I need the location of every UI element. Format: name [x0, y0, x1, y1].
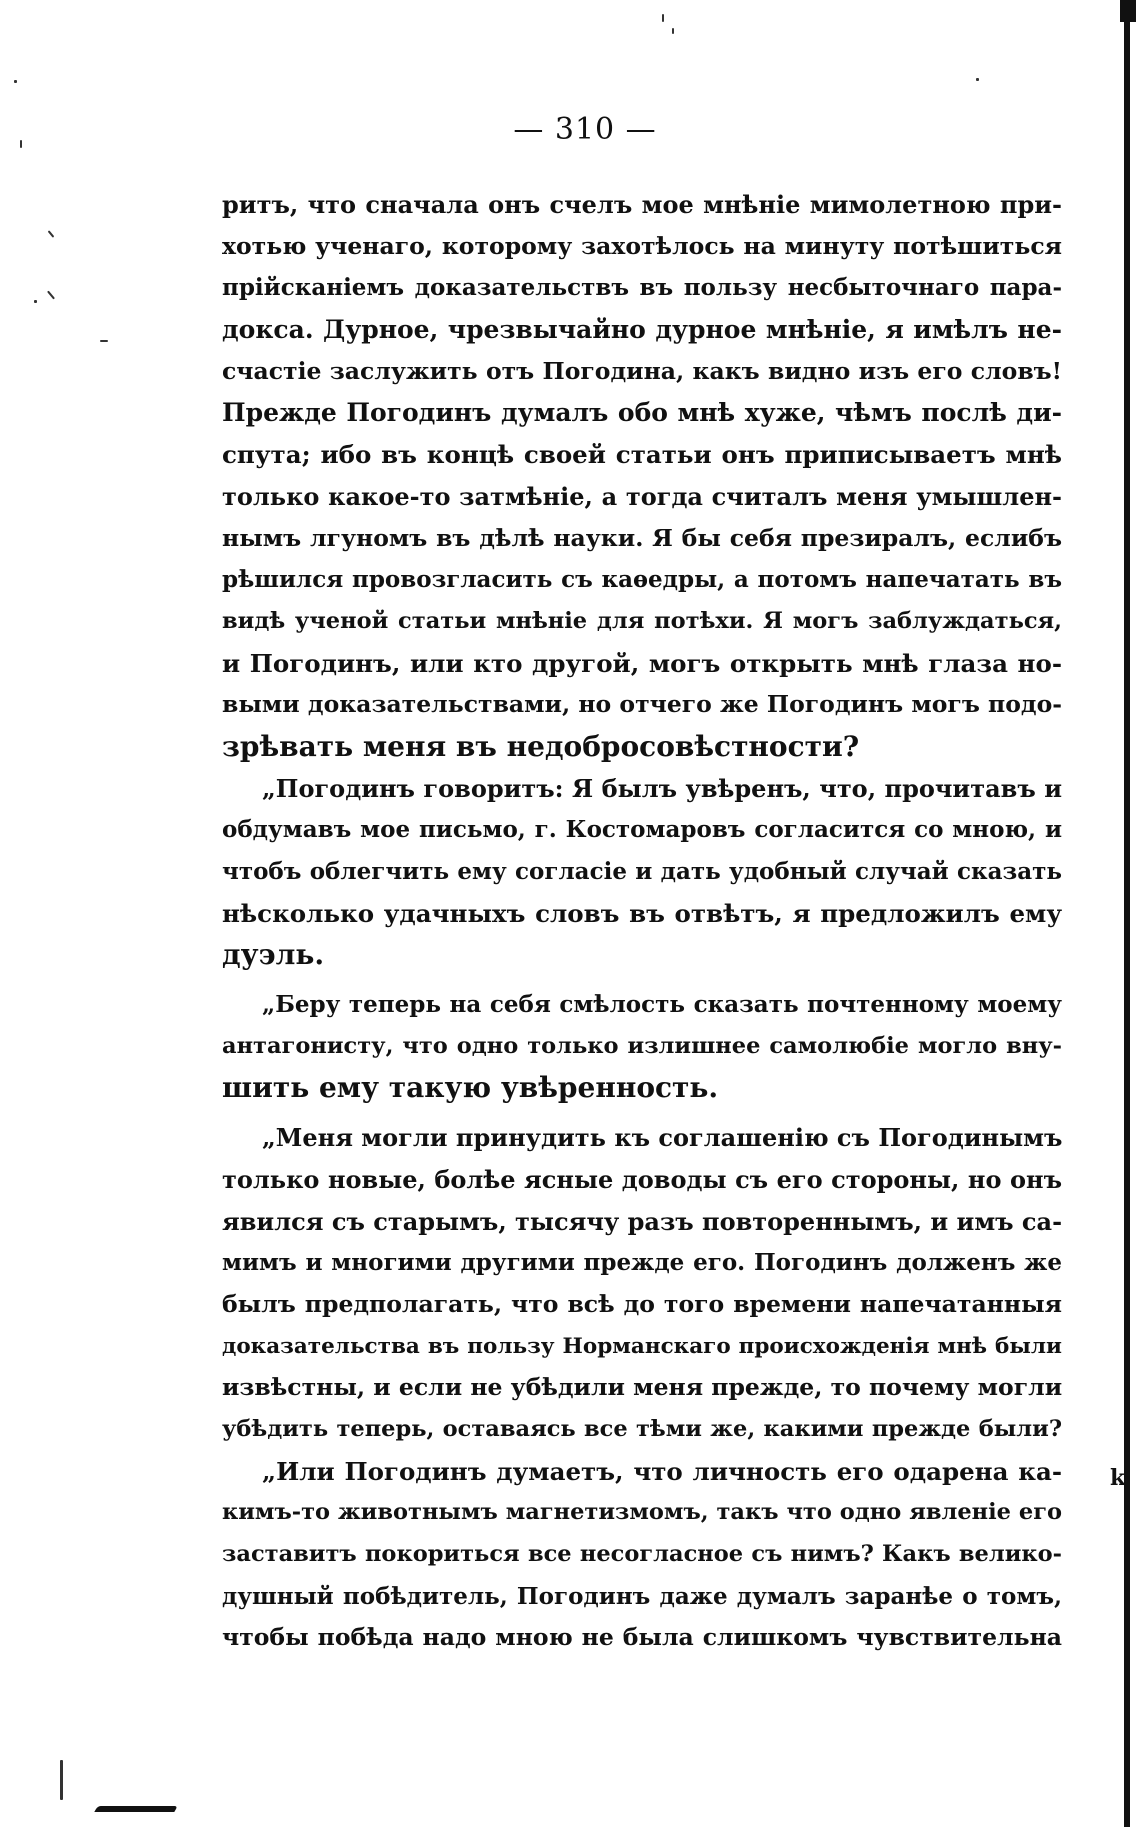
text-line: чтобъ облегчить ему согласіе и дать удобный случай сказать — [222, 858, 1062, 885]
text-line: спута; ибо въ концѣ своей статьи онъ приписываетъ мнѣ — [222, 440, 1062, 470]
scan-speck — [672, 28, 674, 34]
text-line: только какое-то затмѣніе, а тогда считалъ меня умышлен- — [222, 481, 1062, 511]
text-line: докса. Дурное, чрезвычайно дурное мнѣніе, я имѣлъ не- — [222, 315, 1062, 345]
text-line: выми доказательствами, но отчего же Погодинъ могъ подо- — [222, 690, 1062, 719]
text-line: шить ему такую увѣренность. — [222, 1071, 719, 1105]
text-line: былъ предполагать, что всѣ до того времени напечатанныя — [222, 1289, 1062, 1318]
text-line: убѣдить теперь, оставаясь все тѣми же, какими прежде были? — [222, 1415, 1062, 1442]
text-line: „Погодинъ говоритъ: Я былъ увѣренъ, что, прочитавъ и — [262, 773, 1062, 803]
scan-speck — [976, 78, 979, 81]
page-number: — 310 — — [513, 112, 657, 147]
text-line: антагонисту, что одно только излишнее самолюбіе могло вну- — [222, 1032, 1062, 1059]
scan-speck — [14, 80, 17, 83]
text-line: Прежде Погодинъ думалъ обо мнѣ хуже, чѣмъ послѣ ди- — [222, 398, 1062, 428]
scan-speck — [47, 291, 55, 300]
scan-speck — [60, 1760, 63, 1800]
text-line: ритъ, что сначала онъ счелъ мое мнѣніе мимолетною при- — [222, 190, 1062, 219]
text-line: нѣсколько удачныхъ словъ въ отвѣтъ, я предложилъ ему — [222, 898, 1062, 928]
text-line: хотью ученаго, которому захотѣлось на минуту потѣшиться — [222, 231, 1062, 260]
text-line: кимъ-то животнымъ магнетизмомъ, такъ что одно явленіе его — [222, 1499, 1062, 1526]
text-line: „Или Погодинъ думаетъ, что личность его одарена ка- — [262, 1456, 1062, 1486]
text-line: счастіе заслужить отъ Погодина, какъ видно изъ его словъ! — [222, 356, 1062, 385]
text-line: мимъ и многими другими прежде его. Погодинъ долженъ же — [222, 1249, 1062, 1277]
text-line: душный побѣдитель, Погодинъ даже думалъ заранѣе о томъ, — [222, 1582, 1062, 1610]
text-line: явился съ старымъ, тысячу разъ повтореннымъ, и имъ са- — [222, 1206, 1063, 1236]
text-line: „Меня могли принудить къ соглашенію съ Погодинымъ — [262, 1123, 1063, 1153]
text-line: видѣ ученой статьи мнѣніе для потѣхи. Я могъ заблуждаться, — [222, 607, 1062, 634]
text-line: чтобы побѣда надо мною не была слишкомъ чувствительна — [222, 1623, 1062, 1652]
text-line: прійсканіемъ доказательствъ въ пользу несбыточнаго пара- — [222, 274, 1062, 302]
text-line: „Беру теперь на себя смѣлость сказать почтенному моему — [262, 991, 1062, 1019]
margin-mark: k — [1110, 1465, 1126, 1491]
scan-speck — [662, 14, 664, 22]
text-line: и Погодинъ, или кто другой, могъ открыть мнѣ глаза но- — [222, 648, 1062, 678]
text-line: извѣстны, и если не убѣдили меня прежде, то почему могли — [222, 1373, 1063, 1402]
scan-speck — [48, 230, 55, 237]
text-line: доказательства въ пользу Норманскаго происхожденія мнѣ были — [222, 1333, 1062, 1359]
text-line: заставитъ покориться все несогласное съ нимъ? Какъ велико- — [222, 1541, 1062, 1567]
body-text — [222, 184, 1062, 1659]
scan-speck — [100, 340, 108, 342]
scan-smudge — [94, 1806, 177, 1812]
text-line: обдумавъ мое письмо, г. Костомаровъ согласится со мною, и — [222, 816, 1062, 844]
text-line: нымъ лгуномъ въ дѣлѣ науки. Я бы себя презиралъ, еслибъ — [222, 523, 1062, 552]
text-line: рѣшился провозгласить съ каѳедры, а потомъ напечатать въ — [222, 566, 1062, 594]
text-line: зрѣвать меня въ недобросовѣстности? — [222, 729, 860, 763]
scan-edge — [1124, 0, 1130, 1827]
text-line: дуэль. — [222, 938, 325, 972]
text-line: только новые, болѣе ясные доводы съ его стороны, но онъ — [222, 1164, 1062, 1194]
scan-speck — [34, 300, 37, 303]
